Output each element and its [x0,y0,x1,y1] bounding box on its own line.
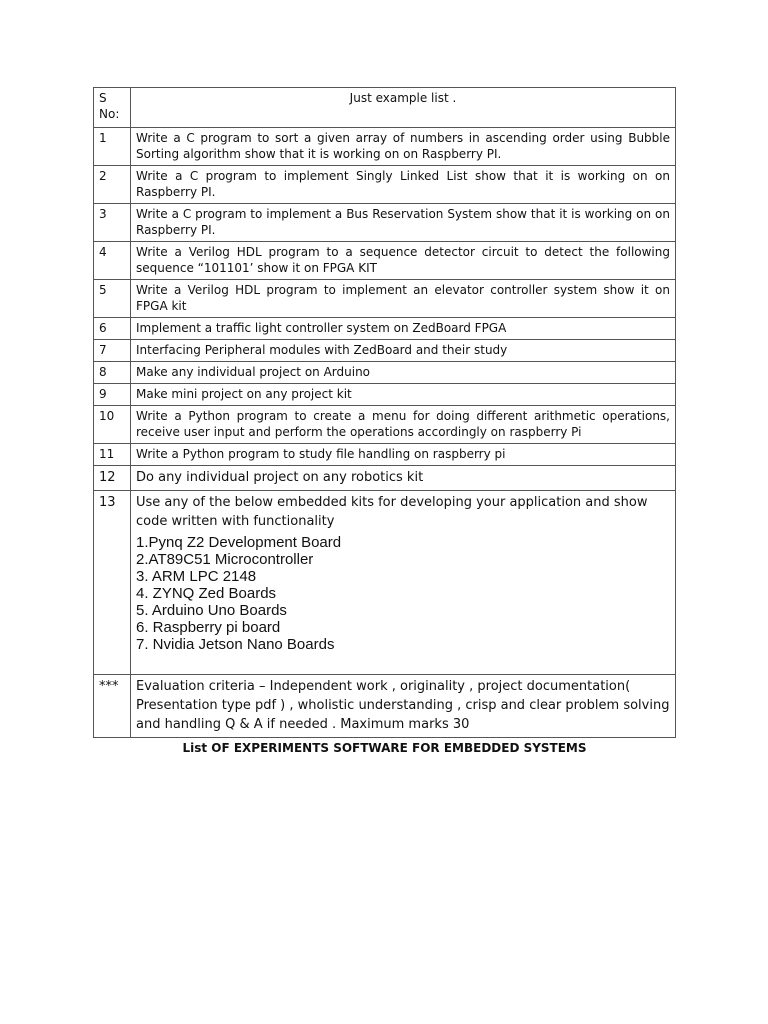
list-item: 5. Arduino Uno Boards [136,602,287,619]
table-row-kits [94,491,676,675]
row-text: Make any individual project on Arduino [131,362,676,384]
table-row [94,466,676,491]
row-number: 13 [94,491,131,675]
row-number: 5 [94,280,131,318]
kits-list [136,534,670,671]
list-item: 7. Nvidia Jetson Nano Boards [136,636,335,653]
row-text: Write a C program to sort a given array of numbers in ascending order using Bubble Sorting algorithm show that it is working on on Raspberry PI. [131,128,676,166]
row-number: *** [94,675,131,738]
kits-cell [131,491,676,675]
row-number: 11 [94,444,131,466]
row-text: Make mini project on any project kit [131,384,676,406]
row-text: Implement a traffic light controller system on ZedBoard FPGA [131,318,676,340]
row-number: 1 [94,128,131,166]
row-number: 7 [94,340,131,362]
row-text: Write a Python program to create a menu for doing different arithmetic operations, receive user input and perform the operations accordingly on raspberry Pi [131,406,676,444]
table-row [94,242,676,280]
table-row [94,362,676,384]
experiments-table [93,87,676,738]
table-row [94,204,676,242]
table-header-row [94,88,676,128]
row-text: Do any individual project on any robotics kit [131,466,676,491]
row-number: 6 [94,318,131,340]
list-title-header: Just example list . [131,88,676,128]
row-number: 10 [94,406,131,444]
row-text: Write a Verilog HDL program to a sequence detector circuit to detect the following sequence “101101’ show it on FPGA KIT [131,242,676,280]
list-item: 2.AT89C51 Microcontroller [136,551,314,568]
row-number: 4 [94,242,131,280]
row-text: Interfacing Peripheral modules with ZedBoard and their study [131,340,676,362]
list-item: 3. ARM LPC 2148 [136,568,257,585]
table-row [94,406,676,444]
row-text: Write a Python program to study file handling on raspberry pi [131,444,676,466]
serial-number-header: S No: [94,88,131,128]
evaluation-text: Evaluation criteria – Independent work , originality , project documentation( Presentation type pdf ) , wholistic understanding , crisp and clear problem solving and handling Q & A if needed . Maximum marks 30 [131,675,676,738]
table-caption: List OF EXPERIMENTS SOFTWARE FOR EMBEDDED SYSTEMS [182,741,587,755]
table-row [94,128,676,166]
row-text: Use any of the below embedded kits for developing your application and show code written with functionality [136,495,648,529]
row-text: Write a Verilog HDL program to implement an elevator controller system show it on FPGA kit [131,280,676,318]
table-row [94,280,676,318]
row-number: 8 [94,362,131,384]
list-item: 4. ZYNQ Zed Boards [136,585,277,602]
row-text: Write a C program to implement a Bus Reservation System show that it is working on on Raspberry PI. [131,204,676,242]
row-number: 3 [94,204,131,242]
row-number: 2 [94,166,131,204]
table-row-evaluation [94,675,676,738]
table-row [94,444,676,466]
table-row [94,166,676,204]
row-number: 9 [94,384,131,406]
list-item: 1.Pynq Z2 Development Board [136,534,342,551]
list-item: 6. Raspberry pi board [136,619,281,636]
row-number: 12 [94,466,131,491]
table-row [94,340,676,362]
table-row [94,318,676,340]
table-row [94,384,676,406]
row-text: Write a C program to implement Singly Linked List show that it is working on on Raspberry PI. [131,166,676,204]
